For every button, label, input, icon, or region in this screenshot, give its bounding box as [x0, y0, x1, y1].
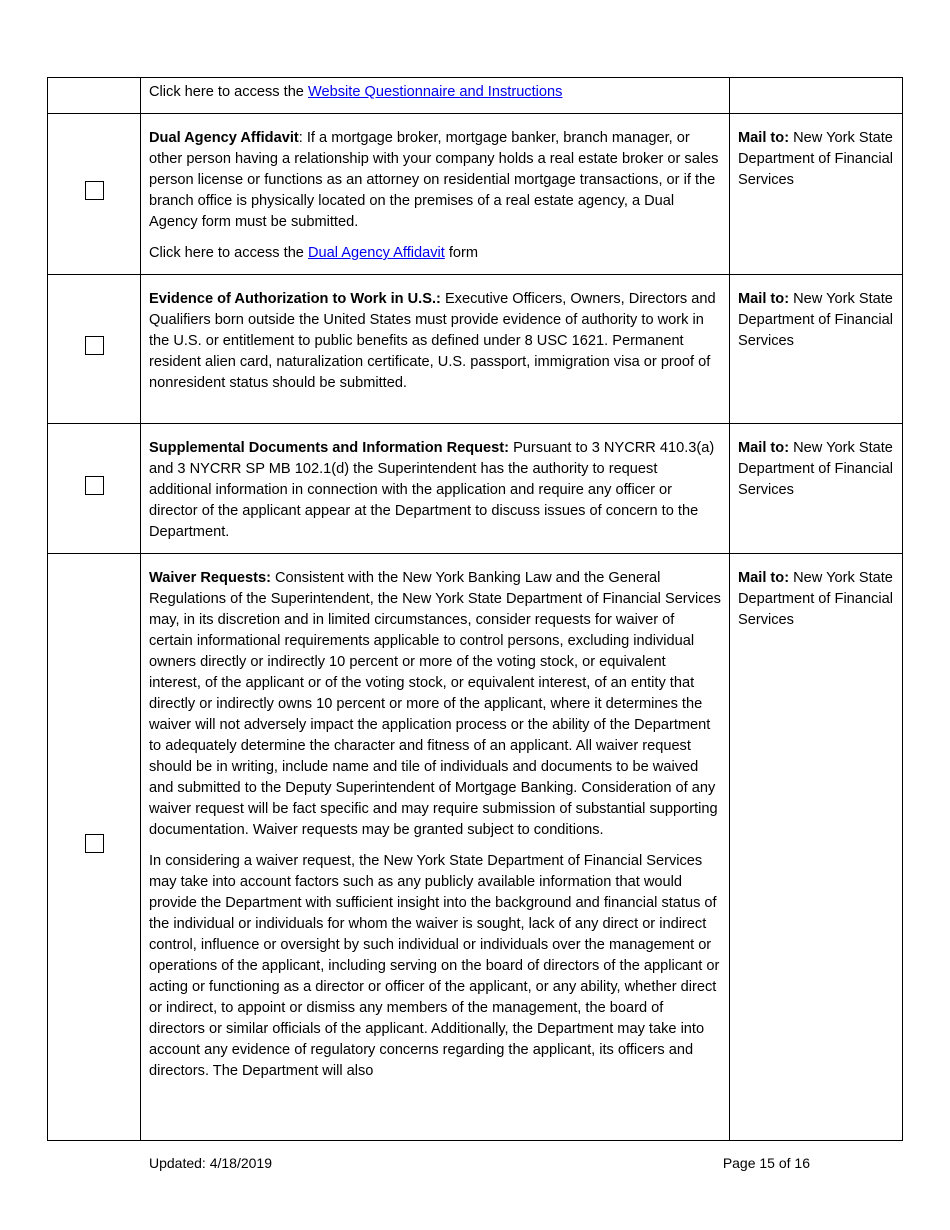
dual-agency-checkbox[interactable]	[85, 181, 104, 200]
table-row	[48, 78, 903, 114]
checkbox-cell	[48, 114, 141, 275]
mail-label: Mail to:	[738, 570, 790, 586]
checkbox-cell	[48, 78, 141, 114]
item-title: Dual Agency Affidavit	[149, 130, 299, 146]
waiver-requests-checkbox[interactable]	[85, 834, 104, 853]
item-body: : If a mortgage broker, mortgage banker, branch manager, or other person having a relationship with your company holds a real estate broker or sales person license or functions as an attorney on residential mortgage transactions, or if the branch office is physically located on the premises of a real estate agency, a Dual Agency form must be submitted.	[149, 130, 719, 230]
checkbox-cell	[48, 275, 141, 424]
description-cell	[141, 78, 730, 114]
description-cell	[141, 114, 730, 275]
item-title: Waiver Requests:	[149, 570, 271, 586]
requirements-table	[47, 77, 903, 1141]
mail-cell	[730, 424, 903, 554]
item-description-continued: In considering a waiver request, the New York State Department of Financial Services may take into account factors such as any publicly available information that would provide the Department with sufficient insight into the background and financial status of the individual or individuals for whom the waiver is sought, lack of any direct or indirect control, influence or oversight by such individual or individuals over the management or operations of the applicant, including serving on the board of directors of the applicant or acting or functioning as a director or officer of the applicant, or any ability, whether direct or indirect, to appoint or dismiss any members of the management, the board of directors or similar officials of the applicant. Additionally, the Department may take into account any evidence of regulatory concerns regarding the applicant, its officers and directors. The Department will also	[149, 853, 720, 1079]
mail-address: New York State Department of Financial Services	[738, 291, 893, 349]
supplemental-documents-checkbox[interactable]	[85, 476, 104, 495]
item-description	[149, 128, 721, 233]
work-authorization-checkbox[interactable]	[85, 336, 104, 355]
mail-address: New York State Department of Financial Services	[738, 130, 893, 188]
description-cell	[141, 275, 730, 424]
checkbox-cell	[48, 424, 141, 554]
table-row	[48, 554, 903, 1141]
access-prefix: Click here to access the	[149, 245, 308, 261]
mail-cell	[730, 114, 903, 275]
description-cell	[141, 554, 730, 1141]
footer-page-number: Page 15 of 16	[722, 1155, 810, 1171]
access-line	[149, 243, 721, 264]
checkbox-cell	[48, 554, 141, 1141]
dual-agency-affidavit-link[interactable]: Dual Agency Affidavit	[307, 245, 445, 261]
item-description	[149, 568, 721, 841]
item-body: Consistent with the New York Banking Law and the General Regulations of the Superintendent, the New York State Department of Financial Services may, in its discretion and in limited circumstances, consider requests for waiver of certain informational requirements applicable to control persons, excluding individual owners directly or indirectly 10 percent or more of the voting stock, or equivalent interest, of the applicant or of the voting stock, or equivalent interest, of an entity that directly or indirectly owns 10 percent or more of the applicant, where it determines the waiver will not adversely impact the application process or the ability of the Department to adequately determine the character and fitness of an applicant. All waiver request should be in writing, include name and tile of individuals and documents to be waived and submitted to the Deputy Superintendent of Mortgage Banking. Consideration of any waiver request will be fact specific and may require submission of substantial supporting documentation. Waiver requests may be granted subject to conditions.	[149, 570, 721, 838]
item-description	[149, 438, 721, 543]
item-title: Supplemental Documents and Information Request:	[149, 440, 510, 456]
item-description	[149, 289, 721, 394]
mail-label: Mail to:	[738, 291, 790, 307]
mail-label: Mail to:	[738, 130, 790, 146]
access-suffix: form	[444, 245, 479, 261]
access-prefix: Click here to access the	[149, 84, 308, 100]
mail-address: New York State Department of Financial Services	[738, 440, 893, 498]
mail-cell	[730, 275, 903, 424]
description-cell	[141, 424, 730, 554]
mail-cell	[730, 78, 903, 114]
item-title: Evidence of Authorization to Work in U.S.:	[149, 291, 441, 307]
mail-address: New York State Department of Financial Services	[738, 570, 893, 628]
table-row	[48, 424, 903, 554]
table-row	[48, 114, 903, 275]
mail-cell	[730, 554, 903, 1141]
website-questionnaire-link[interactable]: Website Questionnaire and Instructions	[307, 84, 563, 100]
mail-label: Mail to:	[738, 440, 790, 456]
table-row	[48, 275, 903, 424]
footer-updated-date: Updated: 4/18/2019	[149, 1155, 272, 1171]
item-body: Pursuant to 3 NYCRR 410.3(a) and 3 NYCRR SP MB 102.1(d) the Superintendent has the authority to request additional information in connection with the application and require any officer or director of the applicant appear at the Department to discuss issues of concern to the Department.	[149, 440, 715, 540]
item-body: Executive Officers, Owners, Directors and Qualifiers born outside the United States must provide evidence of authority to work in the U.S. or entitlement to public benefits as defined under 8 USC 1621. Permanent resident alien card, naturalization certificate, U.S. passport, immigration visa or proof of nonresident status should be submitted.	[149, 291, 716, 391]
